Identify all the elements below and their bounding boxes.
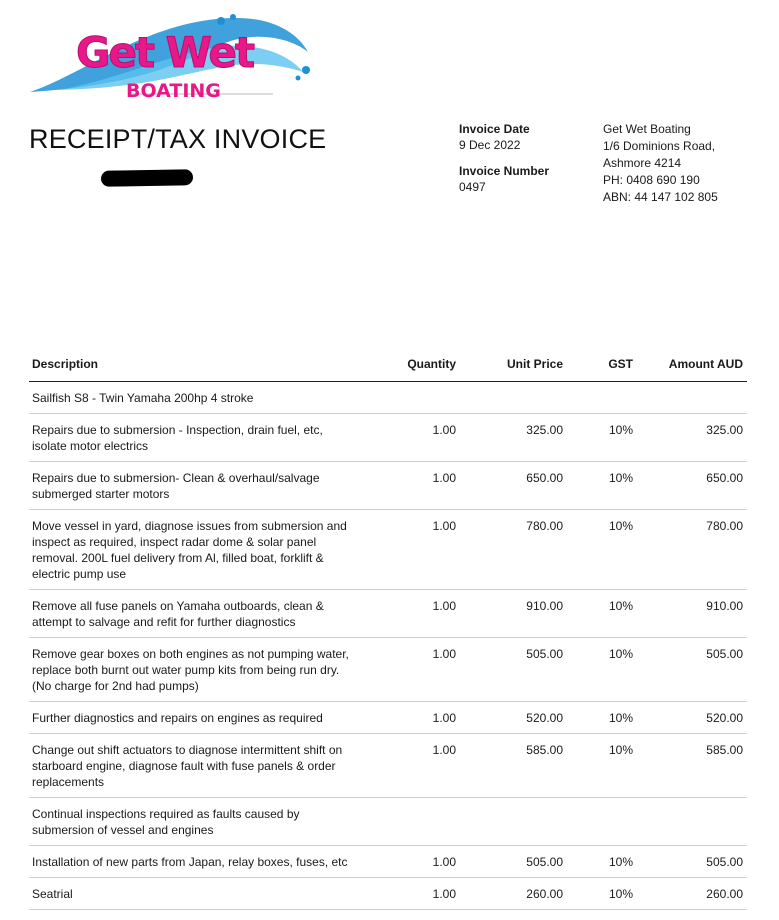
cell-unit-price: 505.00 (526, 647, 563, 661)
cell-description: Remove gear boxes on both engines as not pumping water, replace both burnt out water pump kits from being run dry. (No charge for 2nd had pumps) (32, 647, 349, 693)
cell-unit-price: 585.00 (526, 743, 563, 757)
table-row (29, 382, 747, 414)
cell-quantity: 1.00 (432, 887, 456, 901)
company-info (603, 121, 718, 206)
table-row (29, 702, 747, 734)
table-row (29, 590, 747, 638)
cell-description: Move vessel in yard, diagnose issues from submersion and inspect as required, inspect radar dome & solar panel removal. 200L fuel delivery from Al, filled boat, forklift & electric pump use (32, 519, 347, 581)
invoice-date-label: Invoice Date (459, 122, 530, 136)
cell-gst: 10% (608, 887, 633, 901)
table-header (29, 346, 747, 382)
cell-quantity: 1.00 (432, 743, 456, 757)
cell-description: Remove all fuse panels on Yamaha outboards, clean & attempt to salvage and refit for further diagnostics (32, 599, 324, 629)
cell-gst: 10% (608, 743, 633, 757)
table-row (29, 638, 747, 702)
invoice-meta (459, 121, 549, 205)
cell-unit-price (459, 390, 566, 406)
cell-unit-price: 520.00 (526, 711, 563, 725)
cell-gst: 10% (608, 855, 633, 869)
cell-amount: 910.00 (706, 599, 743, 613)
cell-gst: 10% (608, 647, 633, 661)
cell-gst: 10% (608, 423, 633, 437)
invoice-number-label: Invoice Number (459, 164, 550, 178)
cell-gst: 10% (608, 471, 633, 485)
company-address-line1: 1/6 Dominions Road, (603, 139, 716, 153)
table-row (29, 878, 747, 910)
header-gst: GST (608, 356, 633, 371)
cell-amount: 585.00 (706, 743, 743, 757)
table-body (29, 382, 747, 910)
cell-quantity: 1.00 (432, 647, 456, 661)
table-row (29, 798, 747, 846)
cell-gst: 10% (608, 599, 633, 613)
company-name: Get Wet Boating (603, 122, 691, 136)
company-address-line2: Ashmore 4214 (603, 156, 682, 170)
table-row (29, 846, 747, 878)
redacted-customer-name (101, 169, 193, 187)
cell-description: Repairs due to submersion- Clean & overhaul/salvage submerged starter motors (32, 471, 320, 501)
cell-amount: 505.00 (706, 647, 743, 661)
cell-quantity: 1.00 (432, 711, 456, 725)
logo-main-text: Get Wet (76, 28, 254, 77)
logo-sub-text: BOATING (126, 80, 221, 102)
cell-amount: 520.00 (706, 711, 743, 725)
cell-unit-price: 260.00 (526, 887, 563, 901)
cell-unit-price: 910.00 (526, 599, 563, 613)
table-row (29, 462, 747, 510)
cell-amount: 505.00 (706, 855, 743, 869)
cell-unit-price: 325.00 (526, 423, 563, 437)
cell-amount: 650.00 (706, 471, 743, 485)
document-title: RECEIPT/TAX INVOICE (29, 124, 327, 154)
cell-description: Change out shift actuators to diagnose intermittent shift on starboard engine, diagnose fault with fuse panels & order replacements (32, 743, 343, 789)
cell-quantity (359, 390, 459, 406)
cell-amount: 260.00 (706, 887, 743, 901)
table-row (29, 414, 747, 462)
header-unit-price: Unit Price (506, 356, 563, 371)
cell-gst: 10% (608, 519, 633, 533)
company-logo (28, 12, 318, 107)
cell-amount (641, 390, 747, 406)
cell-description: Continual inspections required as faults caused by submersion of vessel and engines (32, 807, 300, 837)
cell-amount: 780.00 (706, 519, 743, 533)
cell-description: Further diagnostics and repairs on engines as required (32, 711, 323, 725)
header-description: Description (32, 356, 99, 371)
cell-gst (566, 390, 641, 406)
invoice-date-value: 9 Dec 2022 (459, 138, 521, 152)
cell-unit-price: 505.00 (526, 855, 563, 869)
cell-description: Installation of new parts from Japan, relay boxes, fuses, etc (32, 855, 348, 869)
cell-quantity (359, 806, 459, 838)
cell-unit-price (459, 806, 566, 838)
invoice-number-value: 0497 (459, 180, 486, 194)
cell-amount (641, 806, 747, 838)
cell-unit-price: 650.00 (526, 471, 563, 485)
company-phone: PH: 0408 690 190 (603, 173, 700, 187)
cell-description: Repairs due to submersion - Inspection, drain fuel, etc, isolate motor electrics (32, 423, 323, 453)
cell-quantity: 1.00 (432, 599, 456, 613)
cell-quantity: 1.00 (432, 519, 456, 533)
header-quantity: Quantity (407, 356, 456, 371)
cell-gst (566, 806, 641, 838)
header-amount: Amount AUD (668, 356, 743, 371)
cell-quantity: 1.00 (432, 423, 456, 437)
table-row (29, 510, 747, 590)
cell-description: Seatrial (32, 887, 73, 901)
cell-unit-price: 780.00 (526, 519, 563, 533)
company-abn: ABN: 44 147 102 805 (603, 190, 718, 204)
line-items-table (29, 346, 747, 910)
cell-quantity: 1.00 (432, 471, 456, 485)
table-row (29, 734, 747, 798)
cell-description: Sailfish S8 - Twin Yamaha 200hp 4 stroke (32, 391, 254, 405)
cell-amount: 325.00 (706, 423, 743, 437)
cell-gst: 10% (608, 711, 633, 725)
cell-quantity: 1.00 (432, 855, 456, 869)
